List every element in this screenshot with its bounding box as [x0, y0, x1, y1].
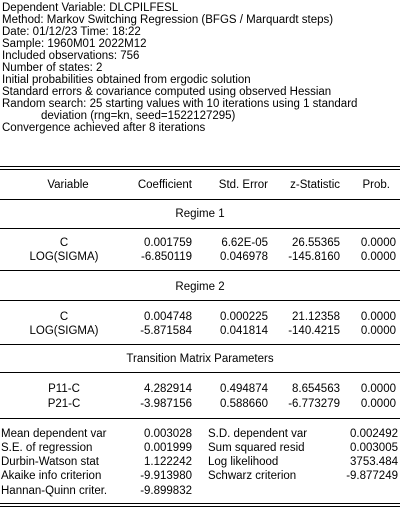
stat-value: 0.003005 [350, 442, 398, 454]
cell-coefficient: 0.004748 [144, 311, 192, 323]
header-initial-probabilities: Initial probabilities obtained from ergodic solution [2, 74, 251, 86]
cell-std-error: 0.494874 [220, 383, 268, 395]
stats-row [0, 469, 400, 483]
header-convergence: Convergence achieved after 8 iterations [2, 122, 206, 134]
section-rule [0, 372, 400, 373]
stat-label: Schwarz criterion [208, 470, 297, 482]
stat-label: Akaike info criterion [1, 470, 102, 482]
cell-std-error: 6.62E-05 [221, 237, 268, 249]
column-std-error: Std. Error [218, 179, 268, 191]
header-method: Method: Markov Switching Regression (BFGS / Marquardt steps) [2, 14, 334, 26]
stat-value: -9.877249 [346, 470, 398, 482]
cell-variable: C [59, 237, 69, 249]
cell-variable: P11-C [48, 383, 80, 395]
column-coefficient: Coefficient [137, 179, 192, 191]
section-rule [0, 300, 400, 301]
stat-value: 3753.484 [350, 456, 398, 468]
cell-z-statistic: -6.773279 [288, 398, 340, 410]
column-variable: Variable [47, 179, 89, 191]
table-bottom-rule [0, 503, 400, 504]
header-observations: Included observations: 756 [2, 50, 140, 62]
header-sample: Sample: 1960M01 2022M12 [2, 38, 147, 50]
stat-value: -9.899832 [140, 485, 192, 497]
stat-value: 0.001999 [144, 442, 192, 454]
estimation-header [2, 2, 398, 134]
cell-z-statistic: -140.4215 [288, 325, 340, 337]
header-dependent-variable: Dependent Variable: DLCPILFESL [2, 2, 179, 14]
section-title-regime-1: Regime 1 [175, 208, 225, 220]
cell-prob: 0.0000 [360, 383, 396, 395]
stat-value: -9.913980 [140, 470, 192, 482]
header-random-search: Random search: 25 starting values with 10 iterations using 1 standard [2, 98, 358, 110]
cell-prob: 0.0000 [360, 325, 396, 337]
cell-variable: LOG(SIGMA) [29, 325, 99, 337]
table-row [0, 310, 400, 324]
header-states: Number of states: 2 [2, 62, 103, 74]
section-title-transition-matrix: Transition Matrix Parameters [126, 353, 274, 365]
stat-label: Log likelihood [208, 456, 279, 468]
stat-value: 1.122242 [144, 456, 192, 468]
section-rule [0, 228, 400, 229]
stat-value: 0.002492 [350, 428, 398, 440]
cell-variable: LOG(SIGMA) [29, 251, 99, 263]
column-z-statistic: z-Statistic [290, 179, 340, 191]
stat-label: S.D. dependent var [208, 428, 308, 440]
cell-coefficient: -6.850119 [141, 251, 192, 263]
table-row [0, 397, 400, 411]
stats-row [0, 484, 400, 498]
section-title-regime-2: Regime 2 [175, 281, 225, 293]
cell-variable: C [59, 311, 69, 323]
table-row [0, 236, 400, 250]
table-top-rule [0, 166, 400, 167]
table-row [0, 250, 400, 264]
cell-variable: P21-C [47, 398, 81, 410]
cell-z-statistic: -145.8160 [288, 251, 340, 263]
section-rule [0, 344, 400, 345]
cell-coefficient: 4.282914 [144, 383, 192, 395]
cell-z-statistic: 26.55365 [292, 237, 340, 249]
cell-std-error: 0.000225 [220, 311, 268, 323]
table-row [0, 382, 400, 396]
cell-prob: 0.0000 [360, 251, 396, 263]
column-prob: Prob. [362, 179, 390, 191]
stat-label: Sum squared resid [208, 442, 305, 454]
stat-label: Durbin-Watson stat [1, 456, 99, 468]
stat-label: S.E. of regression [1, 442, 93, 454]
cell-prob: 0.0000 [360, 311, 396, 323]
cell-coefficient: -3.987156 [140, 398, 192, 410]
stats-top-rule [0, 418, 400, 419]
cell-prob: 0.0000 [360, 237, 396, 249]
header-date-time: Date: 01/12/23 Time: 18:22 [2, 26, 141, 38]
stats-row [0, 427, 400, 441]
column-header-row [0, 178, 400, 192]
table-bottom-rule-double [0, 506, 400, 507]
table-row [0, 324, 400, 338]
stat-label: Hannan-Quinn criter. [1, 485, 108, 497]
cell-z-statistic: 21.12358 [292, 311, 340, 323]
cell-z-statistic: 8.654563 [292, 383, 340, 395]
stat-label: Mean dependent var [1, 428, 107, 440]
cell-prob: 0.0000 [360, 398, 396, 410]
header-standard-errors: Standard errors & covariance computed using observed Hessian [2, 86, 332, 98]
column-header-rule [0, 199, 400, 200]
stat-value: 0.003028 [144, 428, 192, 440]
cell-std-error: 0.041814 [220, 325, 268, 337]
header-random-search-cont: deviation (rng=kn, seed=1522127295) [41, 110, 236, 122]
stats-row [0, 441, 400, 455]
section-rule [0, 270, 400, 271]
stats-row [0, 455, 400, 469]
cell-std-error: 0.588660 [220, 398, 268, 410]
cell-coefficient: 0.001759 [144, 237, 192, 249]
cell-coefficient: -5.871584 [140, 325, 192, 337]
table-top-rule-double [0, 169, 400, 170]
cell-std-error: 0.046978 [220, 251, 268, 263]
